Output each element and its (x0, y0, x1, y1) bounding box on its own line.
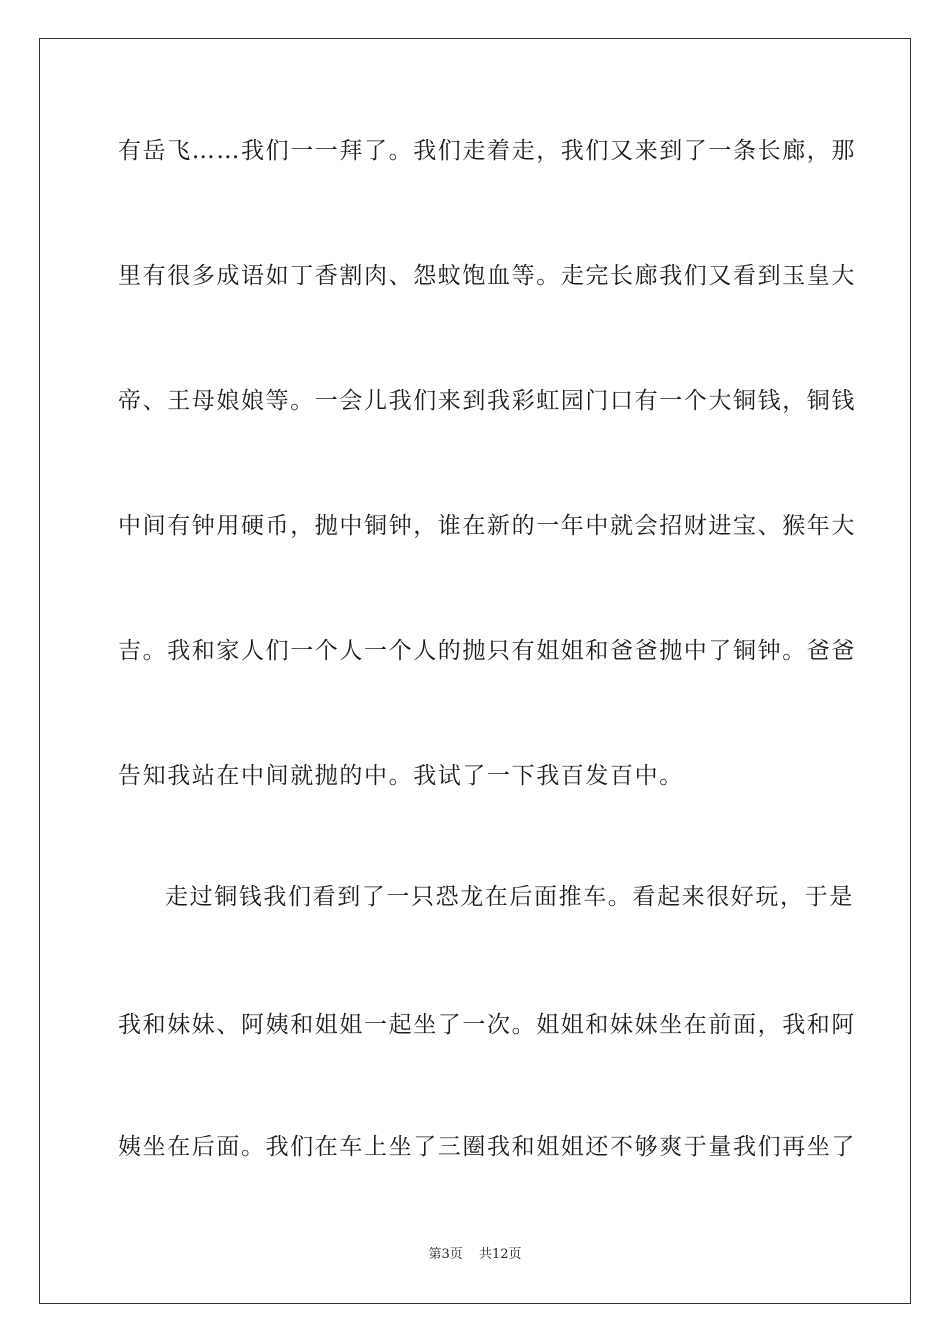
text-line-9: 姨坐在后面。我们在车上坐了三圈我和姐姐还不够爽于量我们再坐了 (118, 1134, 856, 1160)
text-line-7: 走过铜钱我们看到了一只恐龙在后面推车。看起来很好玩，于是 (165, 884, 854, 910)
text-line-1: 有岳飞……我们一一拜了。我们走着走，我们又来到了一条长廊，那 (118, 138, 856, 164)
page-footer (0, 1246, 950, 1264)
page-number: 第3页 (428, 1247, 463, 1262)
text-line-3: 帝、王母娘娘等。一会儿我们来到我彩虹园门口有一个大铜钱，铜钱 (118, 388, 856, 414)
page-border (39, 38, 911, 1304)
text-line-5: 吉。我和家人们一个人一个人的抛只有姐姐和爸爸抛中了铜钟。爸爸 (118, 638, 856, 664)
text-line-8: 我和妹妹、阿姨和姐姐一起坐了一次。姐姐和妹妹坐在前面，我和阿 (118, 1012, 856, 1038)
text-line-6: 告知我站在中间就抛的中。我试了一下我百发百中。 (118, 763, 684, 789)
text-line-4: 中间有钟用硬币，抛中铜钟，谁在新的一年中就会招财进宝、猴年大 (118, 513, 856, 539)
total-pages: 共12页 (478, 1247, 522, 1262)
text-line-2: 里有很多成语如丁香割肉、怨蚊饱血等。走完长廊我们又看到玉皇大 (118, 263, 856, 289)
